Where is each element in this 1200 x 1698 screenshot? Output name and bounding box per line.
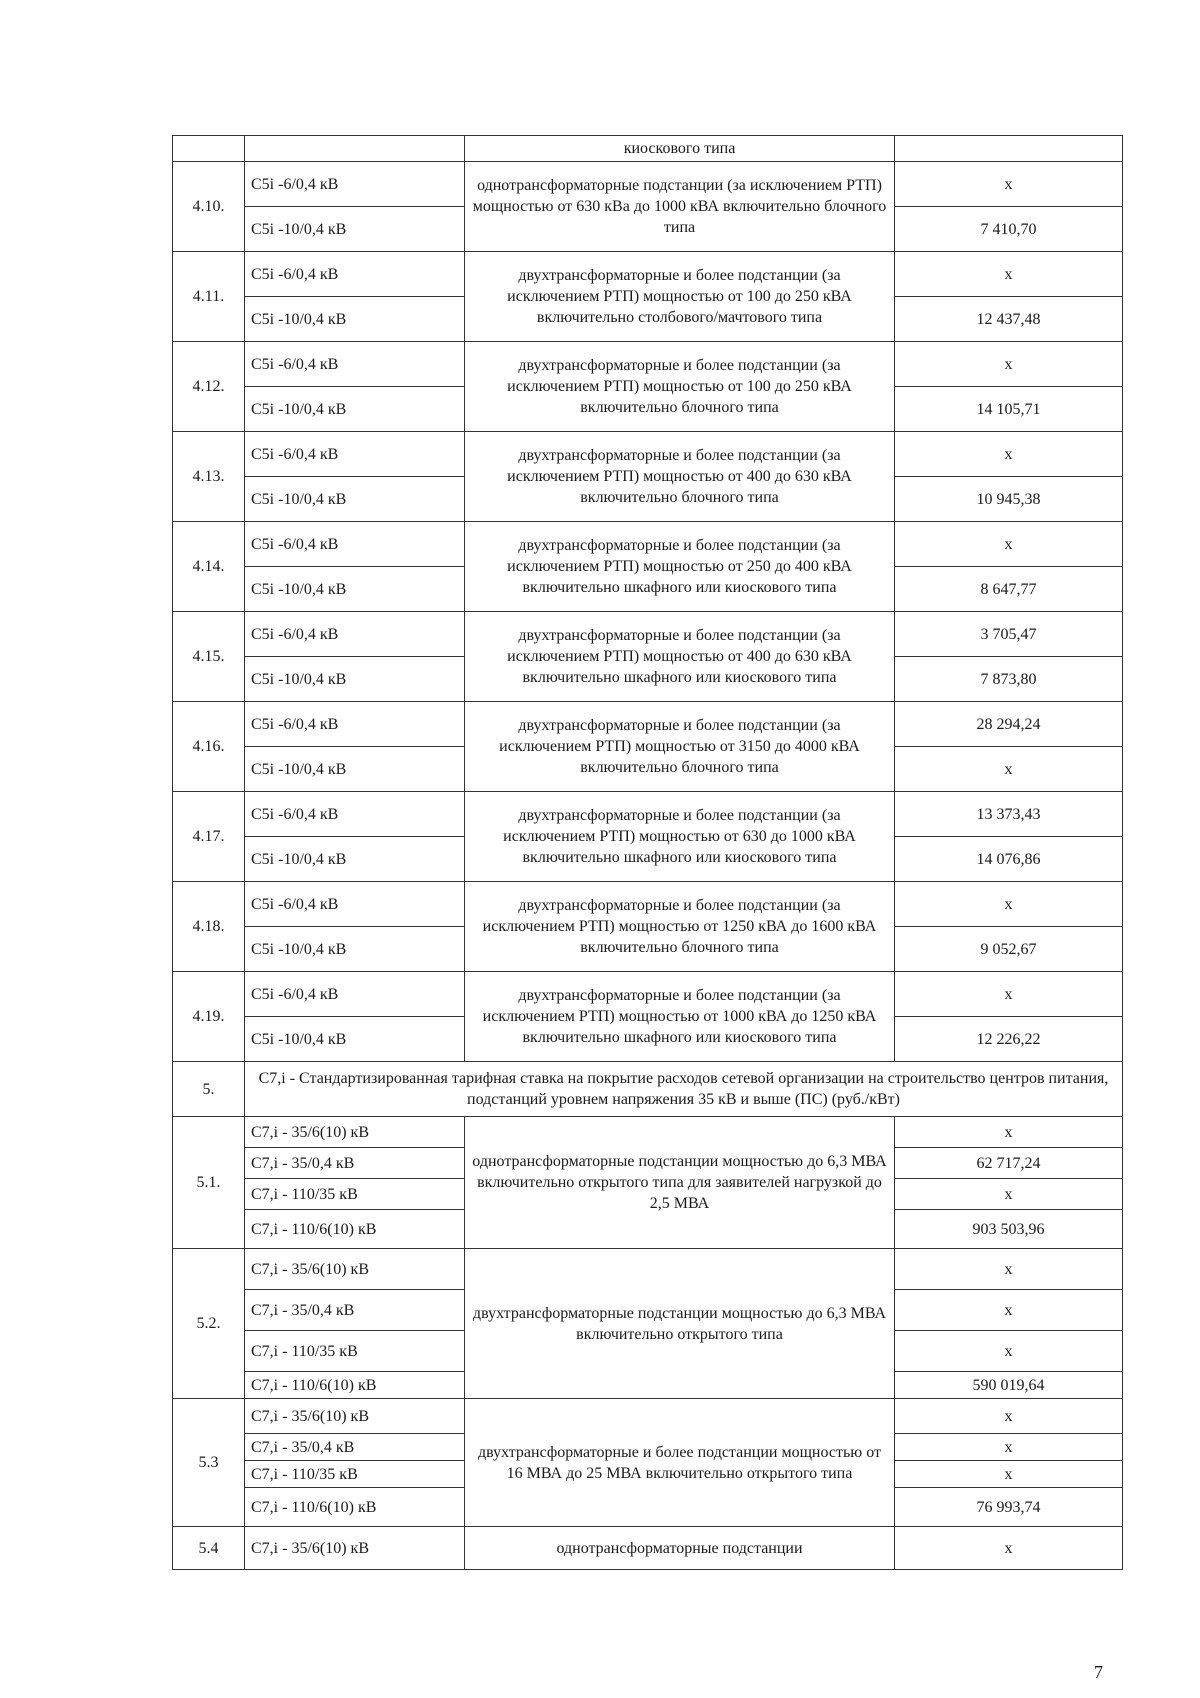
value-cell: 13 373,43 xyxy=(895,792,1123,837)
value-cell: 3 705,47 xyxy=(895,612,1123,657)
description-cell: двухтрансформаторные и более подстанции (за исключением РТП) мощностью от 630 до 1000 кВА включительно шкафного или киоскового типа xyxy=(465,792,895,882)
value-cell: 8 647,77 xyxy=(895,567,1123,612)
code-cell: С5i -10/0,4 кВ xyxy=(245,657,465,702)
value-cell: 28 294,24 xyxy=(895,702,1123,747)
description-cell: двухтрансформаторные и более подстанции (за исключением РТП) мощностью от 1000 кВА до 1250 кВА включительно шкафного или киоскового типа xyxy=(465,972,895,1062)
value-cell: х xyxy=(895,252,1123,297)
table-row xyxy=(173,1117,1123,1148)
code-cell: С7,i - 35/0,4 кВ xyxy=(245,1148,465,1179)
code-cell: С7,i - 35/6(10) кВ xyxy=(245,1527,465,1570)
section-header-row xyxy=(173,1062,1123,1117)
code-cell: С5i -6/0,4 кВ xyxy=(245,972,465,1017)
table-row xyxy=(173,432,1123,477)
value-cell: 12 226,22 xyxy=(895,1017,1123,1062)
description-cell: двухтрансформаторные и более подстанции (за исключением РТП) мощностью от 100 до 250 кВА включительно столбового/мачтового типа xyxy=(465,252,895,342)
code-cell: С7,i - 110/35 кВ xyxy=(245,1461,465,1488)
value-cell: х xyxy=(895,162,1123,207)
row-number-cell: 5.1. xyxy=(173,1117,245,1249)
value-cell xyxy=(895,136,1123,162)
row-number-cell: 5. xyxy=(173,1062,245,1117)
description-cell: двухтрансформаторные и более подстанции (за исключением РТП) мощностью от 250 до 400 кВА включительно шкафного или киоскового типа xyxy=(465,522,895,612)
code-cell: С5i -6/0,4 кВ xyxy=(245,522,465,567)
value-cell: 9 052,67 xyxy=(895,927,1123,972)
code-cell: С7,i - 35/0,4 кВ xyxy=(245,1290,465,1331)
table-row xyxy=(173,702,1123,747)
tariff-table-body xyxy=(173,136,1123,1570)
row-number-cell: 5.3 xyxy=(173,1399,245,1527)
code-cell: С7,i - 110/35 кВ xyxy=(245,1179,465,1210)
code-cell: С5i -10/0,4 кВ xyxy=(245,1017,465,1062)
value-cell: х xyxy=(895,1290,1123,1331)
code-cell: С5i -6/0,4 кВ xyxy=(245,792,465,837)
description-cell: двухтрансформаторные и более подстанции (за исключением РТП) мощностью от 100 до 250 кВА включительно блочного типа xyxy=(465,342,895,432)
description-cell: однотрансформаторные подстанции (за исключением РТП) мощностью от 630 кВа до 1000 кВА включительно блочного типа xyxy=(465,162,895,252)
value-cell: х xyxy=(895,432,1123,477)
row-number-cell: 4.12. xyxy=(173,342,245,432)
code-cell: С7,i - 35/6(10) кВ xyxy=(245,1249,465,1290)
code-cell: С5i -6/0,4 кВ xyxy=(245,252,465,297)
value-cell: 903 503,96 xyxy=(895,1210,1123,1249)
value-cell: 10 945,38 xyxy=(895,477,1123,522)
value-cell: х xyxy=(895,1461,1123,1488)
table-row xyxy=(173,612,1123,657)
value-cell: 62 717,24 xyxy=(895,1148,1123,1179)
value-cell: х xyxy=(895,1331,1123,1372)
table-row xyxy=(173,252,1123,297)
code-cell: С5i -6/0,4 кВ xyxy=(245,882,465,927)
description-cell: двухтрансформаторные подстанции мощностью до 6,3 МВА включительно открытого типа xyxy=(465,1249,895,1399)
table-row xyxy=(173,972,1123,1017)
row-number-cell: 4.11. xyxy=(173,252,245,342)
code-cell: С5i -10/0,4 кВ xyxy=(245,297,465,342)
row-number-cell: 4.14. xyxy=(173,522,245,612)
table-row xyxy=(173,1249,1123,1290)
description-cell: киоскового типа xyxy=(465,136,895,162)
code-cell: С5i -6/0,4 кВ xyxy=(245,342,465,387)
value-cell: 76 993,74 xyxy=(895,1488,1123,1527)
code-cell: С7,i - 35/6(10) кВ xyxy=(245,1117,465,1148)
row-number-cell: 5.2. xyxy=(173,1249,245,1399)
code-cell: С5i -6/0,4 кВ xyxy=(245,432,465,477)
row-number-cell xyxy=(173,136,245,162)
value-cell: х xyxy=(895,882,1123,927)
code-cell: С7,i - 110/6(10) кВ xyxy=(245,1372,465,1399)
code-cell: С7,i - 35/0,4 кВ xyxy=(245,1434,465,1461)
description-cell: однотрансформаторные подстанции мощностью до 6,3 МВА включительно открытого типа для заявителей нагрузкой до 2,5 МВА xyxy=(465,1117,895,1249)
row-number-cell: 4.13. xyxy=(173,432,245,522)
code-cell: С7,i - 110/6(10) кВ xyxy=(245,1210,465,1249)
row-number-cell: 4.19. xyxy=(173,972,245,1062)
code-cell: С5i -6/0,4 кВ xyxy=(245,162,465,207)
value-cell: 7 873,80 xyxy=(895,657,1123,702)
code-cell: С7,i - 35/6(10) кВ xyxy=(245,1399,465,1434)
code-cell: С7,i - 110/6(10) кВ xyxy=(245,1488,465,1527)
row-number-cell: 5.4 xyxy=(173,1527,245,1570)
section-title-cell: С7,i - Стандартизированная тарифная ставка на покрытие расходов сетевой организации на строительство центров питания, подстанций уровнем напряжения 35 кВ и выше (ПС) (руб./кВт) xyxy=(245,1062,1123,1117)
row-number-cell: 4.17. xyxy=(173,792,245,882)
value-cell: х xyxy=(895,747,1123,792)
code-cell: С5i -6/0,4 кВ xyxy=(245,612,465,657)
description-cell: двухтрансформаторные и более подстанции (за исключением РТП) мощностью от 400 до 630 кВА включительно шкафного или киоскового типа xyxy=(465,612,895,702)
value-cell: 14 076,86 xyxy=(895,837,1123,882)
value-cell: х xyxy=(895,1399,1123,1434)
tariff-table xyxy=(172,135,1123,1570)
value-cell: х xyxy=(895,972,1123,1017)
code-cell: С5i -10/0,4 кВ xyxy=(245,837,465,882)
code-cell: С5i -10/0,4 кВ xyxy=(245,927,465,972)
table-row xyxy=(173,792,1123,837)
table-row xyxy=(173,1399,1123,1434)
row-number-cell: 4.15. xyxy=(173,612,245,702)
table-row xyxy=(173,1527,1123,1570)
code-cell: С5i -10/0,4 кВ xyxy=(245,567,465,612)
description-cell: двухтрансформаторные и более подстанции (за исключением РТП) мощностью от 3150 до 4000 кВА включительно блочного типа xyxy=(465,702,895,792)
header-continuation-row xyxy=(173,136,1123,162)
description-cell: однотрансформаторные подстанции xyxy=(465,1527,895,1570)
value-cell: 7 410,70 xyxy=(895,207,1123,252)
table-row xyxy=(173,522,1123,567)
value-cell: 12 437,48 xyxy=(895,297,1123,342)
row-number-cell: 4.16. xyxy=(173,702,245,792)
code-cell: С5i -6/0,4 кВ xyxy=(245,702,465,747)
code-cell: С5i -10/0,4 кВ xyxy=(245,387,465,432)
code-cell: С7,i - 110/35 кВ xyxy=(245,1331,465,1372)
description-cell: двухтрансформаторные и более подстанции (за исключением РТП) мощностью от 400 до 630 кВА включительно блочного типа xyxy=(465,432,895,522)
value-cell: х xyxy=(895,1117,1123,1148)
value-cell: 14 105,71 xyxy=(895,387,1123,432)
page-number: 7 xyxy=(1094,1662,1103,1682)
code-cell: С5i -10/0,4 кВ xyxy=(245,747,465,792)
code-cell: С5i -10/0,4 кВ xyxy=(245,207,465,252)
value-cell: х xyxy=(895,342,1123,387)
value-cell: х xyxy=(895,1179,1123,1210)
description-cell: двухтрансформаторные и более подстанции (за исключением РТП) мощностью от 1250 кВА до 1600 кВА включительно блочного типа xyxy=(465,882,895,972)
code-cell: С5i -10/0,4 кВ xyxy=(245,477,465,522)
code-cell xyxy=(245,136,465,162)
value-cell: 590 019,64 xyxy=(895,1372,1123,1399)
description-cell: двухтрансформаторные и более подстанции мощностью от 16 МВА до 25 МВА включительно открытого типа xyxy=(465,1399,895,1527)
table-row xyxy=(173,342,1123,387)
row-number-cell: 4.10. xyxy=(173,162,245,252)
row-number-cell: 4.18. xyxy=(173,882,245,972)
table-row xyxy=(173,162,1123,207)
value-cell: х xyxy=(895,1249,1123,1290)
value-cell: х xyxy=(895,1434,1123,1461)
value-cell: х xyxy=(895,1527,1123,1570)
table-row xyxy=(173,882,1123,927)
value-cell: х xyxy=(895,522,1123,567)
